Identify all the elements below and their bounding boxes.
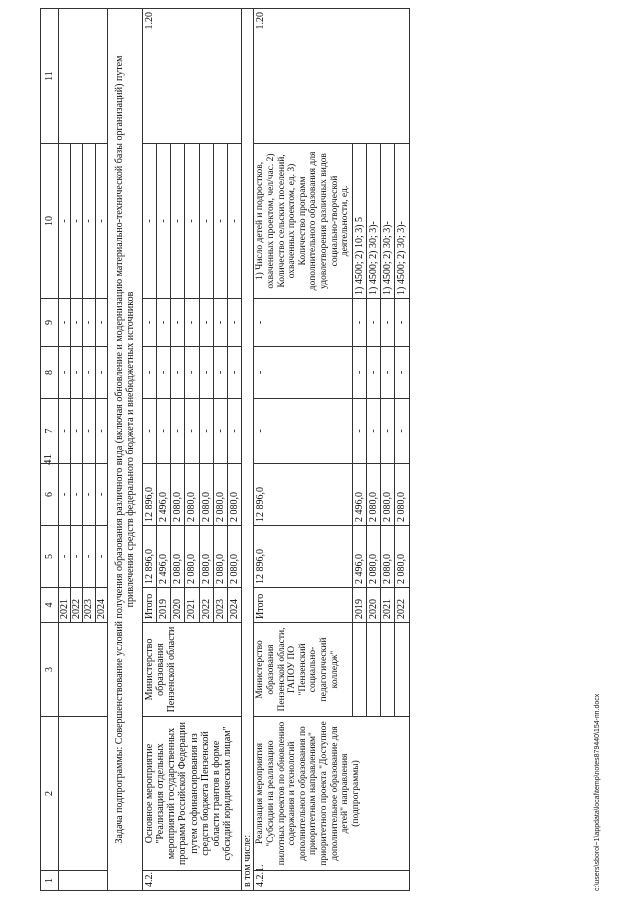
column-number-row bbox=[41, 9, 59, 891]
value-cell: - bbox=[381, 299, 395, 347]
value-cell: 2 080,0 bbox=[367, 526, 381, 588]
value-cell: - bbox=[185, 299, 199, 347]
col-num: 7 bbox=[41, 399, 59, 464]
value-cell: - bbox=[227, 399, 241, 464]
col-num: 9 bbox=[41, 299, 59, 347]
value-cell: - bbox=[156, 144, 170, 299]
year-cell: 2023 bbox=[213, 588, 227, 623]
executor: Министерство образования Пензенской области bbox=[142, 623, 241, 717]
value-cell: - bbox=[254, 299, 353, 347]
value-cell: - bbox=[352, 399, 366, 464]
value-cell: 2 080,0 bbox=[199, 464, 213, 526]
year-cell: 2021 bbox=[185, 588, 199, 623]
indicator-values: 1) 4500; 2) 10; 3) 5 bbox=[352, 144, 366, 299]
value-cell: - bbox=[171, 347, 185, 399]
value-cell: - bbox=[199, 399, 213, 464]
value-cell: - bbox=[213, 299, 227, 347]
col-num: 4 bbox=[41, 588, 59, 623]
value-cell: - bbox=[156, 399, 170, 464]
value-cell: - bbox=[395, 299, 409, 347]
value-cell: - bbox=[352, 299, 366, 347]
value-cell: - bbox=[227, 144, 241, 299]
indicator-number: 1.20 bbox=[142, 9, 241, 144]
value-cell: - bbox=[185, 144, 199, 299]
year-cell: 2021 bbox=[59, 588, 71, 623]
col-num: 11 bbox=[41, 9, 59, 144]
value-cell: - bbox=[142, 399, 156, 464]
value-cell: - bbox=[381, 399, 395, 464]
value-cell: - bbox=[395, 347, 409, 399]
indicator-values: 1) 4500; 2) 30; 3)- bbox=[381, 144, 395, 299]
row-number: 4.2.1. bbox=[254, 871, 409, 891]
value-cell: - bbox=[171, 144, 185, 299]
value-cell: 2 080,0 bbox=[381, 464, 395, 526]
task-row bbox=[107, 9, 142, 891]
executor: Министерство образования Пензенской области, ГАПОУ ПО "Пензенский социально-педагогический колледж" bbox=[254, 623, 353, 717]
year-cell: 2024 bbox=[95, 588, 107, 623]
value-cell: 2 080,0 bbox=[395, 526, 409, 588]
value-cell: - bbox=[171, 399, 185, 464]
value-cell: 2 496,0 bbox=[156, 526, 170, 588]
value-cell: - bbox=[142, 144, 156, 299]
program-table bbox=[40, 8, 410, 891]
value-cell: - bbox=[352, 347, 366, 399]
col-num: 1 bbox=[41, 871, 59, 891]
col-num: 5 bbox=[41, 526, 59, 588]
value-cell: - bbox=[227, 299, 241, 347]
year-cell: 2020 bbox=[171, 588, 185, 623]
indicator-number: 1.20 bbox=[254, 9, 409, 144]
value-cell: - bbox=[367, 299, 381, 347]
year-cell: 2024 bbox=[227, 588, 241, 623]
table-row bbox=[142, 9, 156, 891]
value-cell: - bbox=[142, 347, 156, 399]
task-text: Задача подпрограммы: Совершенствование условий получения образования различного вида (включая обновление и модернизацию материально-технической базы организаций) путем привлечения средств федерального бюджета и внебюджетных источников bbox=[107, 9, 142, 891]
value-cell: 2 496,0 bbox=[352, 526, 366, 588]
value-cell: - bbox=[395, 399, 409, 464]
row-number: 4.2. bbox=[142, 871, 241, 891]
year-cell: 2019 bbox=[352, 588, 366, 623]
value-cell: - bbox=[213, 399, 227, 464]
measure-name: Основное мероприятие "Реализация отдельных мероприятий государственных программ Российской Федерации путем софинансирования из средств бюджета Пензенской области грантов в форме субсидий юридическим лицам" bbox=[142, 717, 241, 871]
value-cell: - bbox=[227, 347, 241, 399]
value-cell: - bbox=[381, 347, 395, 399]
value-cell: - bbox=[185, 347, 199, 399]
value-cell: - bbox=[254, 399, 353, 464]
col-num: 8 bbox=[41, 347, 59, 399]
year-cell: Итого bbox=[254, 588, 353, 623]
including-row bbox=[242, 9, 254, 891]
including-label: в том числе: bbox=[242, 9, 254, 891]
year-cell: 2019 bbox=[156, 588, 170, 623]
value-cell: 2 080,0 bbox=[213, 526, 227, 588]
col-num: 2 bbox=[41, 717, 59, 871]
value-cell: - bbox=[171, 299, 185, 347]
value-cell: 12 896,0 bbox=[142, 526, 156, 588]
indicator-list: 1) Число детей и подростков, охваченных проектом, чел/час. 2) Количество сельских поселений, охваченных проектом, ед. 3) Количество программ дополнительного образования для удовлетворения различных видов социально-творческой деятельности, ед. bbox=[254, 144, 353, 299]
value-cell: 2 080,0 bbox=[185, 526, 199, 588]
year-cell: 2022 bbox=[199, 588, 213, 623]
value-cell: - bbox=[213, 347, 227, 399]
value-cell: - bbox=[367, 347, 381, 399]
value-cell: - bbox=[156, 299, 170, 347]
year-cell: 2022 bbox=[71, 588, 83, 623]
value-cell: 2 080,0 bbox=[381, 526, 395, 588]
measure-name: Реализация мероприятия "Субсидии на реализацию пилотных проектов по обновлению содержания и технологий дополнительного образования по приоритетным направлениям" приоритетного проекта "Доступное дополнительное образование для детей" направления (подпрограммы) bbox=[254, 717, 409, 871]
year-cell: 2020 bbox=[367, 588, 381, 623]
page-number: 41 bbox=[42, 454, 54, 465]
year-cell: 2021 bbox=[381, 588, 395, 623]
year-cell: Итого bbox=[142, 588, 156, 623]
value-cell: 2 496,0 bbox=[352, 464, 366, 526]
value-cell: - bbox=[367, 399, 381, 464]
table-row bbox=[254, 9, 353, 891]
value-cell: 2 080,0 bbox=[199, 526, 213, 588]
prev-year-row: 2024 - - - - - - bbox=[95, 9, 107, 891]
value-cell: 2 496,0 bbox=[156, 464, 170, 526]
year-cell: 2023 bbox=[83, 588, 95, 623]
prev-year-row: 2023 - - - - - - bbox=[83, 9, 95, 891]
value-cell: - bbox=[199, 144, 213, 299]
value-cell: - bbox=[199, 299, 213, 347]
value-cell: 2 080,0 bbox=[227, 526, 241, 588]
indicator-values: 1) 4500; 2) 30; 3)- bbox=[395, 144, 409, 299]
value-cell: 2 080,0 bbox=[185, 464, 199, 526]
col-num: 10 bbox=[41, 144, 59, 299]
prev-year-row: 2022 - - - - - - bbox=[71, 9, 83, 891]
col-num: 6 bbox=[41, 464, 59, 526]
value-cell: 12 896,0 bbox=[254, 526, 353, 588]
col-num: 3 bbox=[41, 623, 59, 717]
year-cell: 2022 bbox=[395, 588, 409, 623]
value-cell: - bbox=[185, 399, 199, 464]
value-cell: 2 080,0 bbox=[395, 464, 409, 526]
value-cell: - bbox=[142, 299, 156, 347]
value-cell: - bbox=[199, 347, 213, 399]
file-path-footer: c:\users\sborol~1\appdata\local\temp\notes879440\154-пп.docx bbox=[594, 693, 601, 891]
indicator-values: 1) 4500; 2) 30; 3)- bbox=[367, 144, 381, 299]
value-cell: - bbox=[213, 144, 227, 299]
value-cell: 2 080,0 bbox=[171, 464, 185, 526]
value-cell: 2 080,0 bbox=[367, 464, 381, 526]
value-cell: 2 080,0 bbox=[227, 464, 241, 526]
value-cell: - bbox=[156, 347, 170, 399]
value-cell: 2 080,0 bbox=[213, 464, 227, 526]
value-cell: 12 896,0 bbox=[254, 464, 353, 526]
value-cell: - bbox=[254, 347, 353, 399]
prev-year-row: 2021 - - - - - - bbox=[59, 9, 71, 891]
value-cell: 12 896,0 bbox=[142, 464, 156, 526]
value-cell: 2 080,0 bbox=[171, 526, 185, 588]
